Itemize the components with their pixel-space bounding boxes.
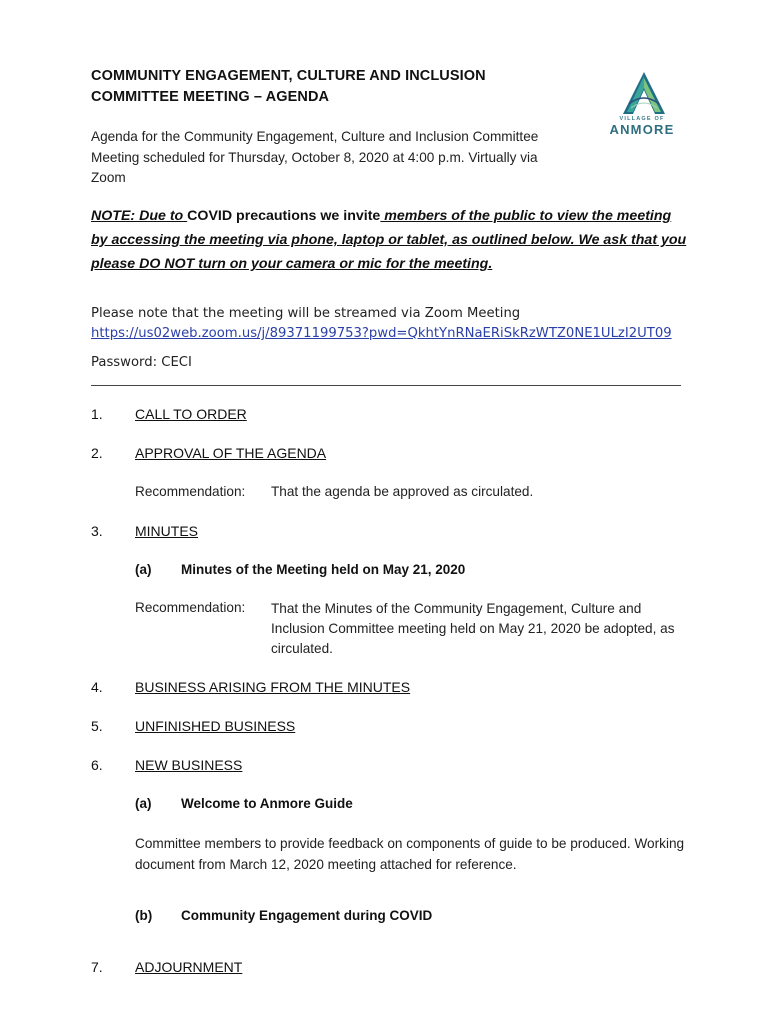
sub-item-label: (a) (135, 796, 152, 811)
item-number: 6. (91, 757, 103, 773)
divider (91, 385, 681, 386)
page-title (91, 66, 486, 108)
sub-item-label: (b) (135, 908, 153, 923)
item-number: 1. (91, 406, 103, 422)
sub-item-label: (a) (135, 562, 152, 577)
item-number: 7. (91, 959, 103, 975)
stream-info (91, 304, 691, 344)
covid-note (91, 204, 691, 276)
item-number: 4. (91, 679, 103, 695)
item-number: 2. (91, 445, 103, 461)
note-part-1: NOTE: Due to (91, 208, 188, 224)
note-part-3: members of the public to view the meeting by accessing the meeting via phone, laptop or tablet, as outlined below. We ask that you please DO NOT turn on your camera or mic for the meeting. (91, 208, 687, 272)
zoom-link[interactable]: https://us02web.zoom.us/j/89371199753?pwd=QkhtYnRNaERiSkRzWTZ0NE1ULzI2UT09 (91, 326, 672, 341)
item-heading: ADJOURNMENT (135, 959, 243, 975)
sub-item-title: Minutes of the Meeting held on May 21, 2020 (181, 562, 466, 577)
password-text: Password: CECI (91, 355, 192, 370)
item-number: 5. (91, 718, 103, 734)
recommendation-label: Recommendation: (135, 600, 246, 615)
intro-paragraph: Agenda for the Community Engagement, Culture and Inclusion Committee Meeting scheduled for Thursday, October 8, 2020 at 4:00 p.m. Virtually via Zoom (91, 129, 539, 185)
recommendation-text: That the Minutes of the Community Engagement, Culture and Inclusion Committee meeting held on May 21, 2020 be adopted, as circulated. (271, 601, 675, 656)
title-line-2: COMMITTEE MEETING – AGENDA (91, 89, 330, 105)
recommendation-text: That the agenda be approved as circulated. (271, 484, 534, 499)
note-part-2: COVID precautions we invite (187, 208, 381, 224)
sub-item-body: Committee members to provide feedback on components of guide to be produced. Working document from March 12, 2020 meeting attached for reference. (135, 836, 685, 872)
item-heading: APPROVAL OF THE AGENDA (135, 445, 327, 461)
sub-item-title: Welcome to Anmore Guide (181, 796, 353, 811)
title-line-1: COMMUNITY ENGAGEMENT, CULTURE AND INCLUSION (91, 68, 486, 84)
item-number: 3. (91, 523, 103, 539)
item-heading: NEW BUSINESS (135, 757, 243, 773)
item-heading: MINUTES (135, 523, 198, 539)
item-heading: UNFINISHED BUSINESS (135, 718, 296, 734)
logo-village-of: VILLAGE OF (619, 116, 665, 122)
sub-item-title: Community Engagement during COVID (181, 908, 433, 923)
item-heading: BUSINESS ARISING FROM THE MINUTES (135, 679, 411, 695)
stream-text: Please note that the meeting will be streamed via Zoom Meeting (91, 306, 521, 321)
recommendation-label: Recommendation: (135, 484, 246, 499)
logo-name: ANMORE (609, 122, 675, 137)
item-heading: CALL TO ORDER (135, 406, 247, 422)
